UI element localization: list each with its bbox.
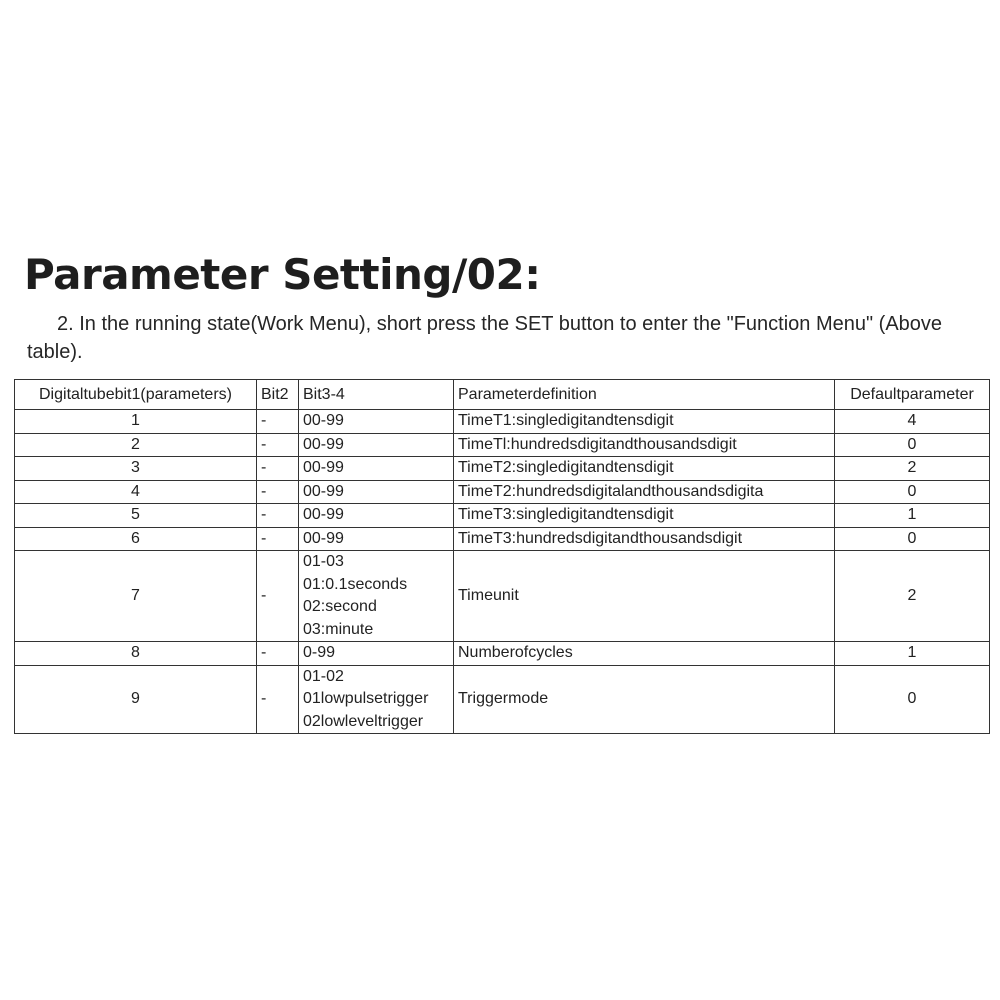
cell-definition: TimeT1:singledigitandtensdigit [454,410,835,434]
cell-param: 5 [15,504,257,528]
cell-param: 7 [15,551,257,642]
cell-bit3-4-line: 00-99 [303,529,344,547]
cell-param: 6 [15,527,257,551]
cell-default: 0 [835,665,990,734]
header-param: Digitaltubebit1(parameters) [15,380,257,410]
table-row [15,504,990,528]
cell-bit3-4 [299,457,454,481]
cell-param: 9 [15,665,257,734]
header-bit3-4: Bit3-4 [299,380,454,410]
cell-bit3-4-line: 00-99 [303,506,344,523]
cell-bit3-4 [299,527,454,551]
cell-bit3-4-line: 01lowpulsetrigger [303,690,429,707]
cell-definition: TimeT2:hundredsdigitalandthousandsdigita [454,480,835,504]
cell-default: 2 [835,457,990,481]
cell-definition: TimeT2:singledigitandtensdigit [454,457,835,481]
intro-paragraph: 2. In the running state(Work Menu), short press the SET button to enter the "Function Menu" (Above table). [27,313,943,363]
cell-param: 3 [15,457,257,481]
cell-bit3-4 [299,480,454,504]
cell-bit3-4-line: 00-99 [303,459,344,476]
cell-bit2: - [257,504,299,528]
cell-default: 2 [835,551,990,642]
cell-bit3-4 [299,410,454,434]
cell-default: 0 [835,433,990,457]
cell-bit2: - [257,551,299,642]
table-row [15,642,990,666]
cell-definition: Timeunit [454,551,835,642]
cell-bit2: - [257,410,299,434]
cell-default: 0 [835,527,990,551]
cell-default: 1 [835,642,990,666]
cell-definition: Triggermode [454,665,835,734]
cell-param: 8 [15,642,257,666]
cell-bit3-4 [299,504,454,528]
table-row [15,665,990,734]
cell-param: 4 [15,480,257,504]
cell-param: 1 [15,410,257,434]
cell-default: 0 [835,480,990,504]
cell-bit3-4-line: 01:0.1seconds [303,575,408,593]
cell-bit3-4-line: 00-99 [303,435,344,453]
cell-bit2: - [257,642,299,666]
header-bit2: Bit2 [257,380,299,410]
cell-default: 4 [835,410,990,434]
table-row [15,551,990,642]
table-header-row [15,380,990,410]
table-row [15,410,990,434]
cell-param: 2 [15,433,257,457]
cell-bit3-4-line: 02:second [303,598,377,615]
table-row [15,527,990,551]
cell-bit3-4-line: 02lowleveltrigger [303,712,424,730]
table-row [15,480,990,504]
cell-bit3-4-line: 01-02 [303,667,344,685]
cell-bit2: - [257,527,299,551]
cell-bit3-4 [299,642,454,666]
cell-bit2: - [257,480,299,504]
cell-bit3-4-line: 00-99 [303,482,344,500]
cell-bit2: - [257,433,299,457]
cell-bit3-4-line: 01-03 [303,553,344,570]
cell-bit2: - [257,457,299,481]
cell-bit3-4-line: 03:minute [303,620,374,638]
cell-bit3-4 [299,551,454,642]
cell-bit2: - [257,665,299,734]
cell-default: 1 [835,504,990,528]
cell-definition: Numberofcycles [454,642,835,666]
table-body [15,410,990,734]
cell-bit3-4-line: 0-99 [303,644,336,661]
table-row [15,433,990,457]
cell-definition: TimeTl:hundredsdigitandthousandsdigit [454,433,835,457]
header-definition: Parameterdefinition [454,380,835,410]
header-default: Defaultparameter [835,380,990,410]
cell-bit3-4-line: 00-99 [303,412,344,429]
cell-definition: TimeT3:hundredsdigitandthousandsdigit [454,527,835,551]
page-title: Parameter Setting/02: [24,250,541,299]
table-row [15,457,990,481]
parameter-table [14,379,990,734]
cell-bit3-4 [299,665,454,734]
cell-bit3-4 [299,433,454,457]
cell-definition: TimeT3:singledigitandtensdigit [454,504,835,528]
